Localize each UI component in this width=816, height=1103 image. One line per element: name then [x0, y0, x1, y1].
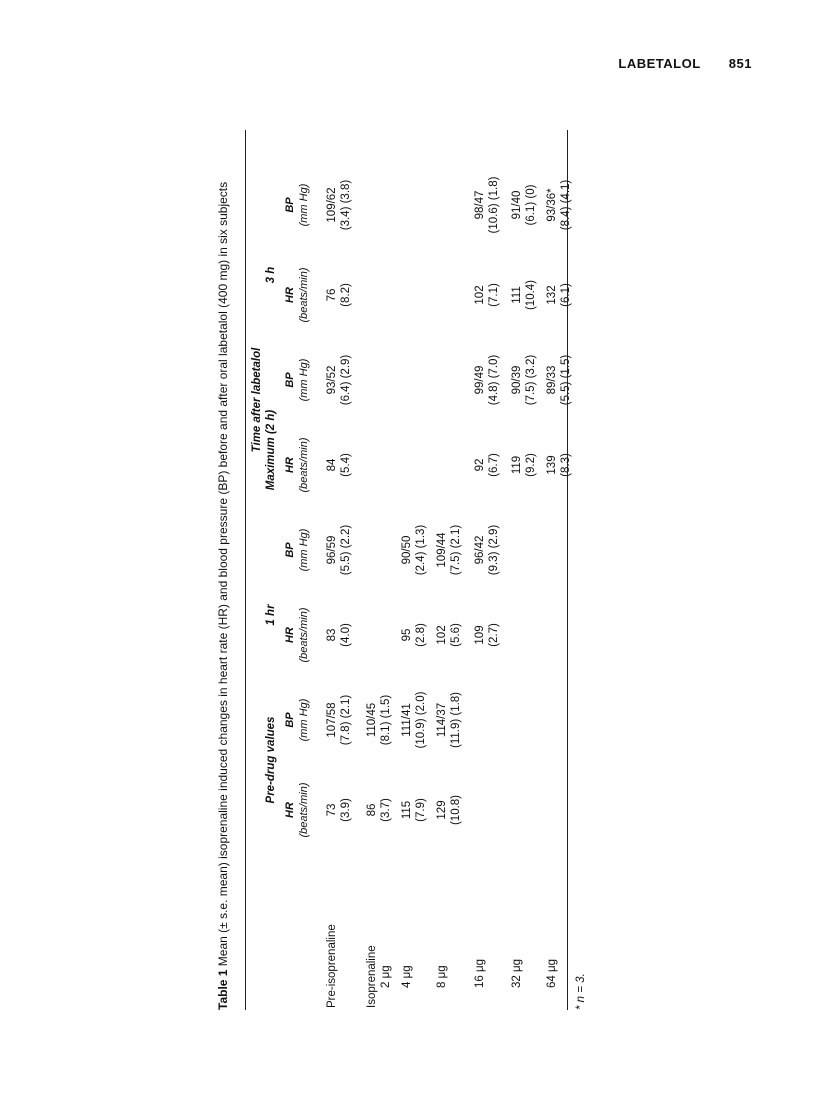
col-header: BP (mm Hg)	[284, 358, 310, 402]
table-cell: 129 (10.8)	[436, 794, 462, 826]
table-cell: 90/50 (2.4) (1.3)	[401, 524, 427, 576]
col-header: BP (mm Hg)	[284, 183, 310, 227]
table-cell: 76 (8.2)	[326, 283, 352, 307]
table-cell: 98/47 (10.6) (1.8)	[474, 176, 500, 234]
table-cell: 93/36* (8.4) (4.1)	[546, 179, 572, 231]
row-label: 4 μg	[401, 965, 413, 988]
page-number: 851	[728, 56, 752, 71]
table-cell: 84 (5.4)	[326, 453, 352, 477]
table-cell: 114/37 (11.9) (1.8)	[436, 691, 462, 749]
group-label-1hr: 1 hr	[265, 604, 277, 626]
table-cell: 96/42 (9.3) (2.9)	[474, 524, 500, 576]
row-label: 8 μg	[436, 965, 448, 988]
table-cell: 92 (6.7)	[474, 453, 500, 477]
table-cell: 93/52 (6.4) (2.9)	[326, 354, 352, 406]
row-label: 64 μg	[546, 958, 558, 988]
table-caption	[215, 140, 231, 1010]
running-title: LABETALOL	[618, 56, 701, 71]
table-cell: 102 (5.6)	[436, 623, 462, 647]
row-label: 16 μg	[474, 958, 486, 988]
table-label: Table 1	[216, 969, 230, 1010]
row-label: Isoprenaline 2 μg	[366, 945, 392, 1008]
table-footnote: * n = 3.	[575, 973, 587, 1010]
table-cell: 95 (2.8)	[401, 623, 427, 647]
table-cell: 102 (7.1)	[474, 283, 500, 307]
group-label-max: Maximum (2 h)	[265, 409, 277, 491]
col-header: HR (beats/min)	[284, 782, 310, 838]
table-cell: 115 (7.9)	[401, 798, 427, 822]
row-label: Pre-isoprenaline	[326, 924, 338, 1008]
table-cell: 132 (6.1)	[546, 283, 572, 307]
group-label-3h: 3 h	[265, 266, 277, 284]
table-cell: 73 (3.9)	[326, 798, 352, 822]
table-cell: 89/33 (5.5) (1.5)	[546, 354, 572, 406]
table-cell: 111 (10.4)	[511, 279, 537, 311]
table-cell: 83 (4.0)	[326, 623, 352, 647]
table-cell: 109/62 (3.4) (3.8)	[326, 179, 352, 231]
table-cell: 91/40 (6.1) (0)	[511, 184, 537, 226]
col-header: HR (beats/min)	[284, 607, 310, 663]
table-cell: 99/49 (4.8) (7.0)	[474, 354, 500, 406]
table-cell: 109/44 (7.5) (2.1)	[436, 524, 462, 576]
table-cell: 107/58 (7.8) (2.1)	[326, 694, 352, 746]
table-bottom-rule	[567, 130, 568, 1010]
table-cell: 96/59 (5.5) (2.2)	[326, 524, 352, 576]
col-header: HR (beats/min)	[284, 267, 310, 323]
table-cell: 86 (3.7)	[366, 798, 392, 822]
table-cell: 90/39 (7.5) (3.2)	[511, 354, 537, 406]
table-cell: 119 (9.2)	[511, 453, 537, 477]
group-label-predrug: Pre-drug values	[265, 716, 277, 804]
col-header: HR (beats/min)	[284, 437, 310, 493]
table-cell: 110/45 (8.1) (1.5)	[366, 694, 392, 746]
col-header: BP (mm Hg)	[284, 528, 310, 572]
row-label: 32 μg	[511, 958, 523, 988]
table-top-rule	[245, 130, 246, 1010]
table-caption-text: Mean (± s.e. mean) isoprenaline induced changes in heart rate (HR) and blood pressure (BP) before and after oral labetalol (400 mg) in six subjects	[216, 181, 230, 967]
table-cell: 109 (2.7)	[474, 623, 500, 647]
col-header: BP (mm Hg)	[284, 698, 310, 742]
table-cell: 111/41 (10.9) (2.0)	[401, 691, 427, 749]
table-cell: 139 (8.3)	[546, 453, 572, 477]
rotated-table-block	[215, 130, 585, 1010]
running-header	[618, 56, 752, 71]
group-label-time-after: Time after labetalol	[251, 347, 263, 453]
